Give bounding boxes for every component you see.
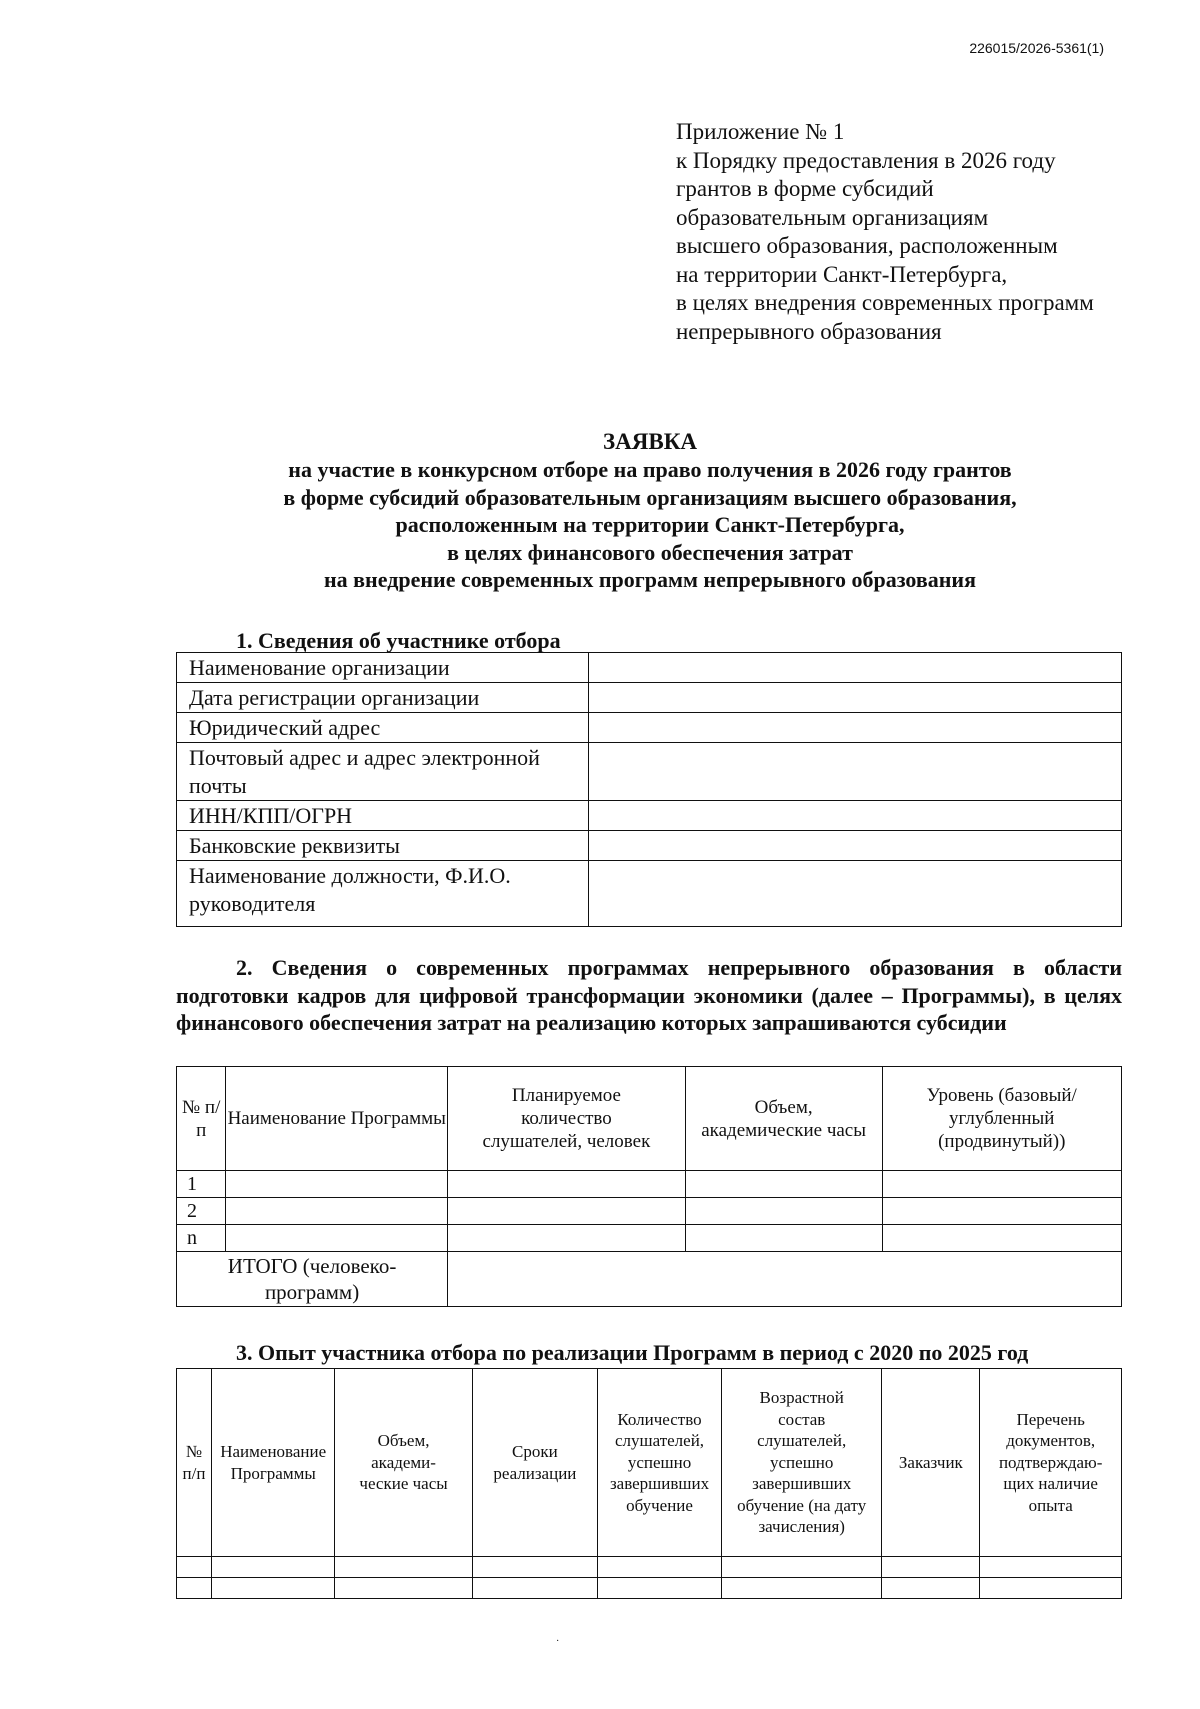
cell[interactable] — [882, 1578, 980, 1599]
cell[interactable] — [448, 1198, 686, 1225]
col-header: Уровень (базовый/ углубленный (продвинутый)) — [882, 1067, 1121, 1171]
total-label — [177, 1252, 448, 1307]
appendix-line: высшего образования, расположенным — [676, 233, 1058, 258]
col-header: Объем, академические часы — [685, 1067, 882, 1171]
experience-table — [176, 1368, 1122, 1599]
title-line: расположенным на территории Санкт-Петербурга, — [395, 512, 905, 537]
title-line: на внедрение современных программ непрерывного образования — [324, 567, 976, 592]
cell[interactable] — [882, 1557, 980, 1578]
table-row — [177, 653, 1122, 683]
row-value[interactable] — [589, 861, 1122, 927]
cell[interactable] — [177, 1557, 212, 1578]
row-label: Наименование должности, Ф.И.О. руководителя — [177, 861, 589, 927]
cell[interactable] — [722, 1578, 882, 1599]
table-row — [177, 1225, 1122, 1252]
col-header: Перечень документов, подтверждаю-щих наличие опыта — [980, 1369, 1122, 1557]
section1-heading: 1. Сведения об участнике отбора — [236, 628, 561, 653]
row-label: ИНН/КПП/ОГРН — [177, 801, 589, 831]
row-number: 2 — [177, 1198, 226, 1225]
row-value[interactable] — [589, 831, 1122, 861]
row-value[interactable] — [589, 683, 1122, 713]
col-header: Заказчик — [882, 1369, 980, 1557]
cell[interactable] — [211, 1578, 334, 1599]
participant-info-table — [176, 652, 1122, 927]
row-value[interactable] — [589, 743, 1122, 801]
col-header: Сроки реализации — [472, 1369, 597, 1557]
appendix-line: к Порядку предоставления в 2026 году — [676, 147, 1056, 173]
table-row — [177, 801, 1122, 831]
row-label: Юридический адрес — [177, 713, 589, 743]
table-row — [177, 713, 1122, 743]
appendix-line: на территории Санкт-Петербурга, — [676, 261, 1008, 287]
row-label: Дата регистрации организации — [177, 683, 589, 713]
cell[interactable] — [882, 1198, 1121, 1225]
appendix-note — [676, 118, 1146, 346]
section2-heading — [176, 954, 1122, 1037]
col-header: Наименование Программы — [211, 1369, 334, 1557]
table-row — [177, 861, 1122, 927]
row-number: 1 — [177, 1171, 226, 1198]
row-label: Банковские реквизиты — [177, 831, 589, 861]
cell[interactable] — [685, 1225, 882, 1252]
cell[interactable] — [177, 1578, 212, 1599]
cell[interactable] — [980, 1578, 1122, 1599]
appendix-line: непрерывного образования — [676, 318, 942, 344]
row-label: Почтовый адрес и адрес электронной почты — [177, 743, 589, 801]
title-line: на участие в конкурсном отборе на право получения в 2026 году грантов — [288, 457, 1012, 482]
title-line: в целях финансового обеспечения затрат — [447, 539, 853, 565]
col-header: Наименование Программы — [226, 1067, 448, 1171]
cell[interactable] — [226, 1198, 448, 1225]
section2-heading-text: 2. Сведения о современных программах непрерывного образования в области подготовки кадров для цифровой трансформации экономики (далее – Программы), в целях финансового обеспечения затрат на реализацию которых запрашиваются субсидии — [176, 955, 1122, 1035]
col-header: Количество слушателей, успешно завершивших обучение — [598, 1369, 722, 1557]
table-row — [177, 1198, 1122, 1225]
row-value[interactable] — [589, 653, 1122, 683]
title-line: в форме субсидий образовательным организациям высшего образования, — [283, 484, 1017, 510]
total-row — [177, 1252, 1122, 1307]
cell[interactable] — [685, 1171, 882, 1198]
appendix-line: Приложение № 1 — [676, 119, 845, 144]
title-main: ЗАЯВКА — [603, 429, 697, 454]
section3-heading: 3. Опыт участника отбора по реализации Программ в период с 2020 по 2025 год — [236, 1340, 1029, 1365]
scan-speck: · — [556, 1636, 560, 1647]
table-row — [177, 1578, 1122, 1599]
cell[interactable] — [472, 1578, 597, 1599]
col-header: № п/п — [177, 1067, 226, 1171]
cell[interactable] — [226, 1171, 448, 1198]
cell[interactable] — [685, 1198, 882, 1225]
document-title — [176, 428, 1124, 594]
row-number: n — [177, 1225, 226, 1252]
cell[interactable] — [882, 1225, 1121, 1252]
cell[interactable] — [448, 1225, 686, 1252]
table-row — [177, 743, 1122, 801]
appendix-line: образовательным организациям — [676, 204, 989, 230]
cell[interactable] — [598, 1578, 722, 1599]
cell[interactable] — [335, 1578, 472, 1599]
table-row — [177, 683, 1122, 713]
table-row — [177, 1557, 1122, 1578]
cell[interactable] — [598, 1557, 722, 1578]
cell[interactable] — [722, 1557, 882, 1578]
table-row — [177, 831, 1122, 861]
total-value[interactable] — [448, 1252, 1122, 1307]
cell[interactable] — [882, 1171, 1121, 1198]
table-row — [177, 1171, 1122, 1198]
row-value[interactable] — [589, 713, 1122, 743]
appendix-line: грантов в форме субсидий — [676, 176, 934, 201]
col-header: Возрастной состав слушателей, успешно завершивших обучение (на дату зачисления) — [722, 1369, 882, 1557]
cell[interactable] — [226, 1225, 448, 1252]
table-header-row — [177, 1067, 1122, 1171]
appendix-line: в целях внедрения современных программ — [676, 290, 1094, 315]
cell[interactable] — [980, 1557, 1122, 1578]
cell[interactable] — [335, 1557, 472, 1578]
col-header: Планируемое количество слушателей, человек — [448, 1067, 686, 1171]
cell[interactable] — [211, 1557, 334, 1578]
row-label: Наименование организации — [177, 653, 589, 683]
table-header-row — [177, 1369, 1122, 1557]
total-label-text: ИТОГО (человеко-программ) — [227, 1254, 397, 1304]
cell[interactable] — [448, 1171, 686, 1198]
programs-table — [176, 1066, 1122, 1307]
col-header: № п/п — [177, 1369, 212, 1557]
row-value[interactable] — [589, 801, 1122, 831]
cell[interactable] — [472, 1557, 597, 1578]
col-header: Объем, академи-ческие часы — [335, 1369, 472, 1557]
document-id: 226015/2026-5361(1) — [969, 40, 1104, 56]
